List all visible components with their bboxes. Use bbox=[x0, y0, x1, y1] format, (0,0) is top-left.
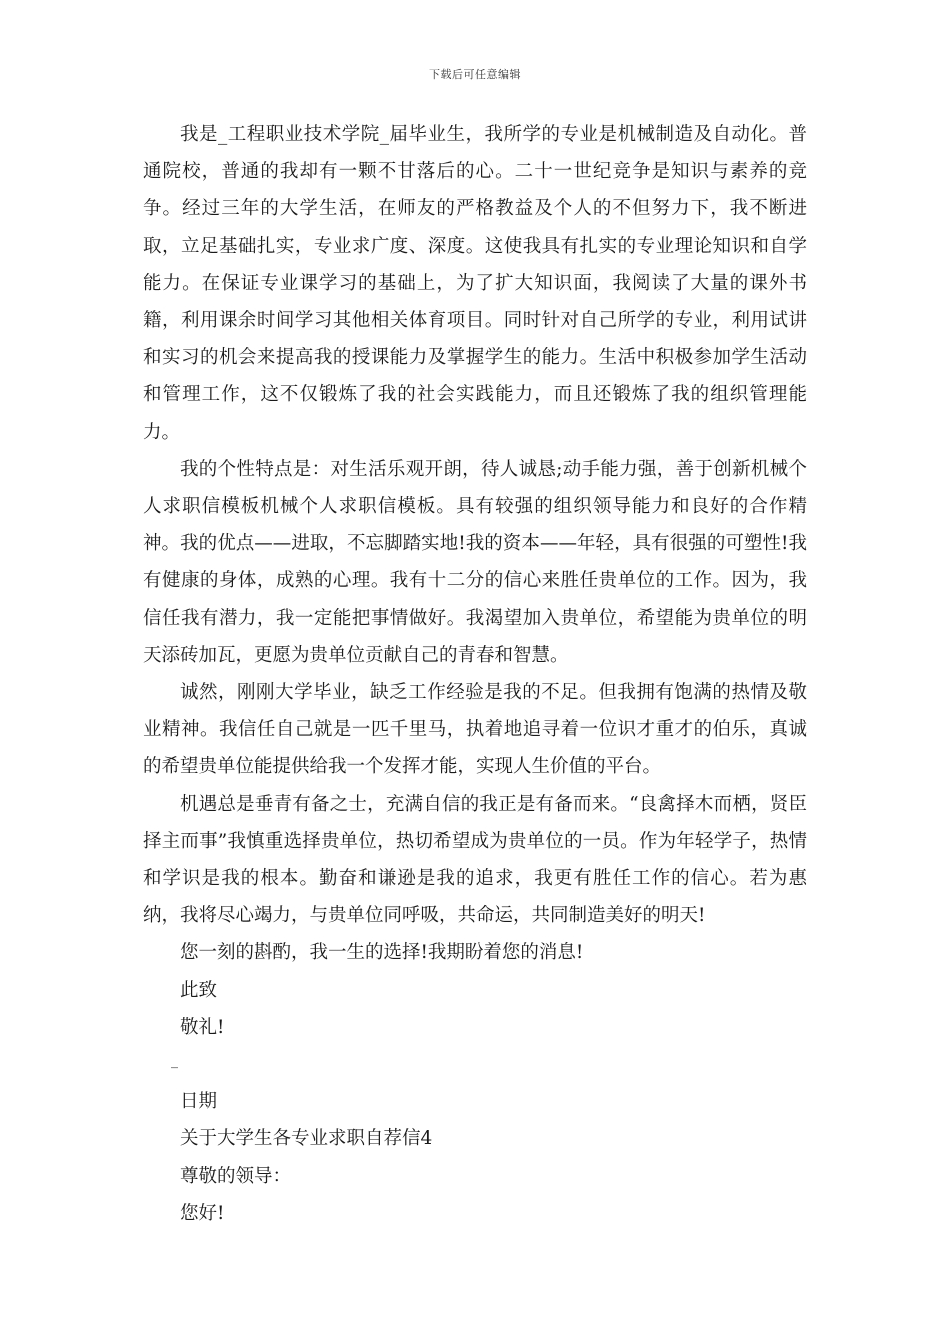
paragraph-education: 我是_工程职业技术学院_届毕业生，我所学的专业是机械制造及自动化。普通院校，普通的我却有一颗不甘落后的心。二十一世纪竞争是知识与素养的竞争。经过三年的大学生活，在师友的严格教益及个人的不但努力下，我不断进取，立足基础扎实，专业求广度、深度。这使我具有扎实的专业理论知识和自学能力。在保证专业课学习的基础上，为了扩大知识面，我阅读了大量的课外书籍，利用课余时间学习其他相关体育项目。同时针对自己所学的专业，利用试讲和实习的机会来提高我的授课能力及掌握学生的能力。生活中积极参加学生活动和管理工作，这不仅锻炼了我的社会实践能力，而且还锻炼了我的组织管理能力。 bbox=[143, 124, 807, 443]
paragraph-personality: 我的个性特点是：对生活乐观开朗，待人诚恳;动手能力强，善于创新机械个人求职信模板机械个人求职信模板。具有较强的组织领导能力和良好的合作精神。我的优点——进取，不忘脚踏实地!我的资本——年轻，具有很强的可塑性!我有健康的身体，成熟的心理。我有十二分的信心来胜任贵单位的工作。因为，我信任我有潜力，我一定能把事情做好。我渴望加入贵单位，希望能为贵单位的明天添砖加瓦，更愿为贵单位贡献自己的青春和智慧。 bbox=[143, 458, 807, 666]
closing-line-salutation: 此致 bbox=[180, 979, 218, 1001]
closing-line-regards: 敬礼! bbox=[180, 1016, 225, 1038]
signature-blank: _ bbox=[171, 1053, 178, 1070]
letter-body bbox=[143, 116, 807, 1232]
page-header: 下载后可任意编辑 bbox=[429, 68, 521, 81]
next-letter-greeting: 尊敬的领导： bbox=[180, 1165, 292, 1187]
next-letter-title: 关于大学生各专业求职自荐信4 bbox=[180, 1128, 433, 1150]
date-label: 日期 bbox=[180, 1091, 218, 1113]
next-letter-hello: 您好! bbox=[180, 1202, 225, 1224]
closing-line-consideration: 您一刻的斟酌，我一生的选择!我期盼着您的消息! bbox=[180, 942, 584, 964]
paragraph-shortcoming: 诚然，刚刚大学毕业，缺乏工作经验是我的不足。但我拥有饱满的热情及敬业精神。我信任自己就是一匹千里马，执着地追寻着一位识才重才的伯乐，真诚的希望贵单位能提供给我一个发挥才能，实现人生价值的平台。 bbox=[143, 682, 807, 778]
paragraph-opportunity: 机遇总是垂青有备之士，充满自信的我正是有备而来。“良禽择木而栖，贤臣择主而事”我慎重选择贵单位，热切希望成为贵单位的一员。作为年轻学子，热情和学识是我的根本。勤奋和谦逊是我的追求，我更有胜任工作的信心。若为惠纳，我将尽心竭力，与贵单位同呼吸，共命运，共同制造美好的明天! bbox=[143, 793, 807, 927]
